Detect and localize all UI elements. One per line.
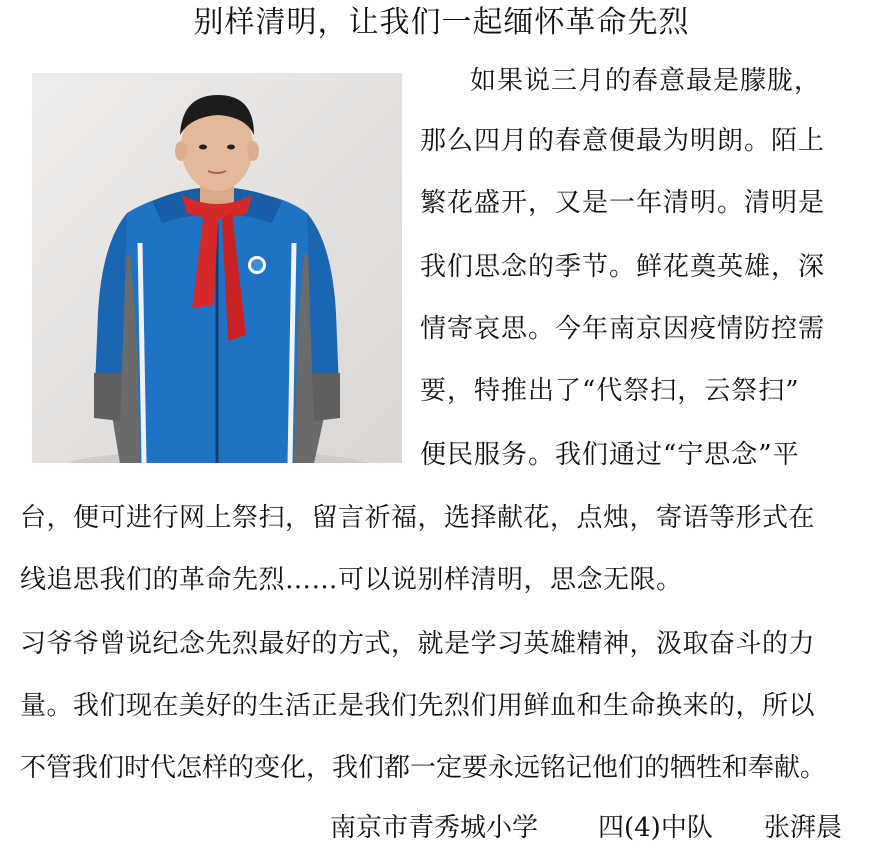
signature-school: 南京市青秀城小学: [330, 813, 539, 843]
paragraph1-line: 线追思我们的革命先烈……可以说别样清明，思念无限。: [20, 565, 683, 595]
paragraph1-line: 台，便可进行网上祭扫，留言祈福，选择献花，点烛，寄语等形式在: [20, 503, 816, 533]
student-photo: [32, 73, 402, 463]
paragraph1-line: 便民服务。我们通过“宁思念”平: [420, 440, 800, 470]
paragraph2-line: 不管我们时代怎样的变化，我们都一定要永远铭记他们的牺牲和奉献。: [20, 753, 827, 783]
paragraph1-line: 我们思念的季节。鲜花奠英雄，深: [420, 252, 826, 282]
paragraph1-line: 繁花盛开，又是一年清明。清明是: [420, 188, 826, 218]
signature-name: 张湃晨: [764, 813, 843, 843]
paragraph1-line: 如果说三月的春意最是朦胧，: [470, 66, 822, 96]
paragraph2-line: 习爷爷曾说纪念先烈最好的方式，就是学习英雄精神，汲取奋斗的力: [20, 629, 816, 659]
signature-class: 四(4)中队: [598, 813, 713, 843]
paragraph2-line: 量。我们现在美好的生活正是我们先烈们用鲜血和生命换来的，所以: [20, 691, 816, 721]
article-title: 别样清明，让我们一起缅怀革命先烈: [193, 5, 690, 40]
paragraph1-line: 那么四月的春意便最为明朗。陌上: [420, 126, 826, 156]
paragraph1-line: 情寄哀思。今年南京因疫情防控需: [420, 314, 826, 344]
paragraph1-line: 要，特推出了“代祭扫，云祭扫”: [420, 376, 800, 406]
student-portrait-illustration: [32, 73, 402, 463]
signature: [330, 810, 850, 846]
